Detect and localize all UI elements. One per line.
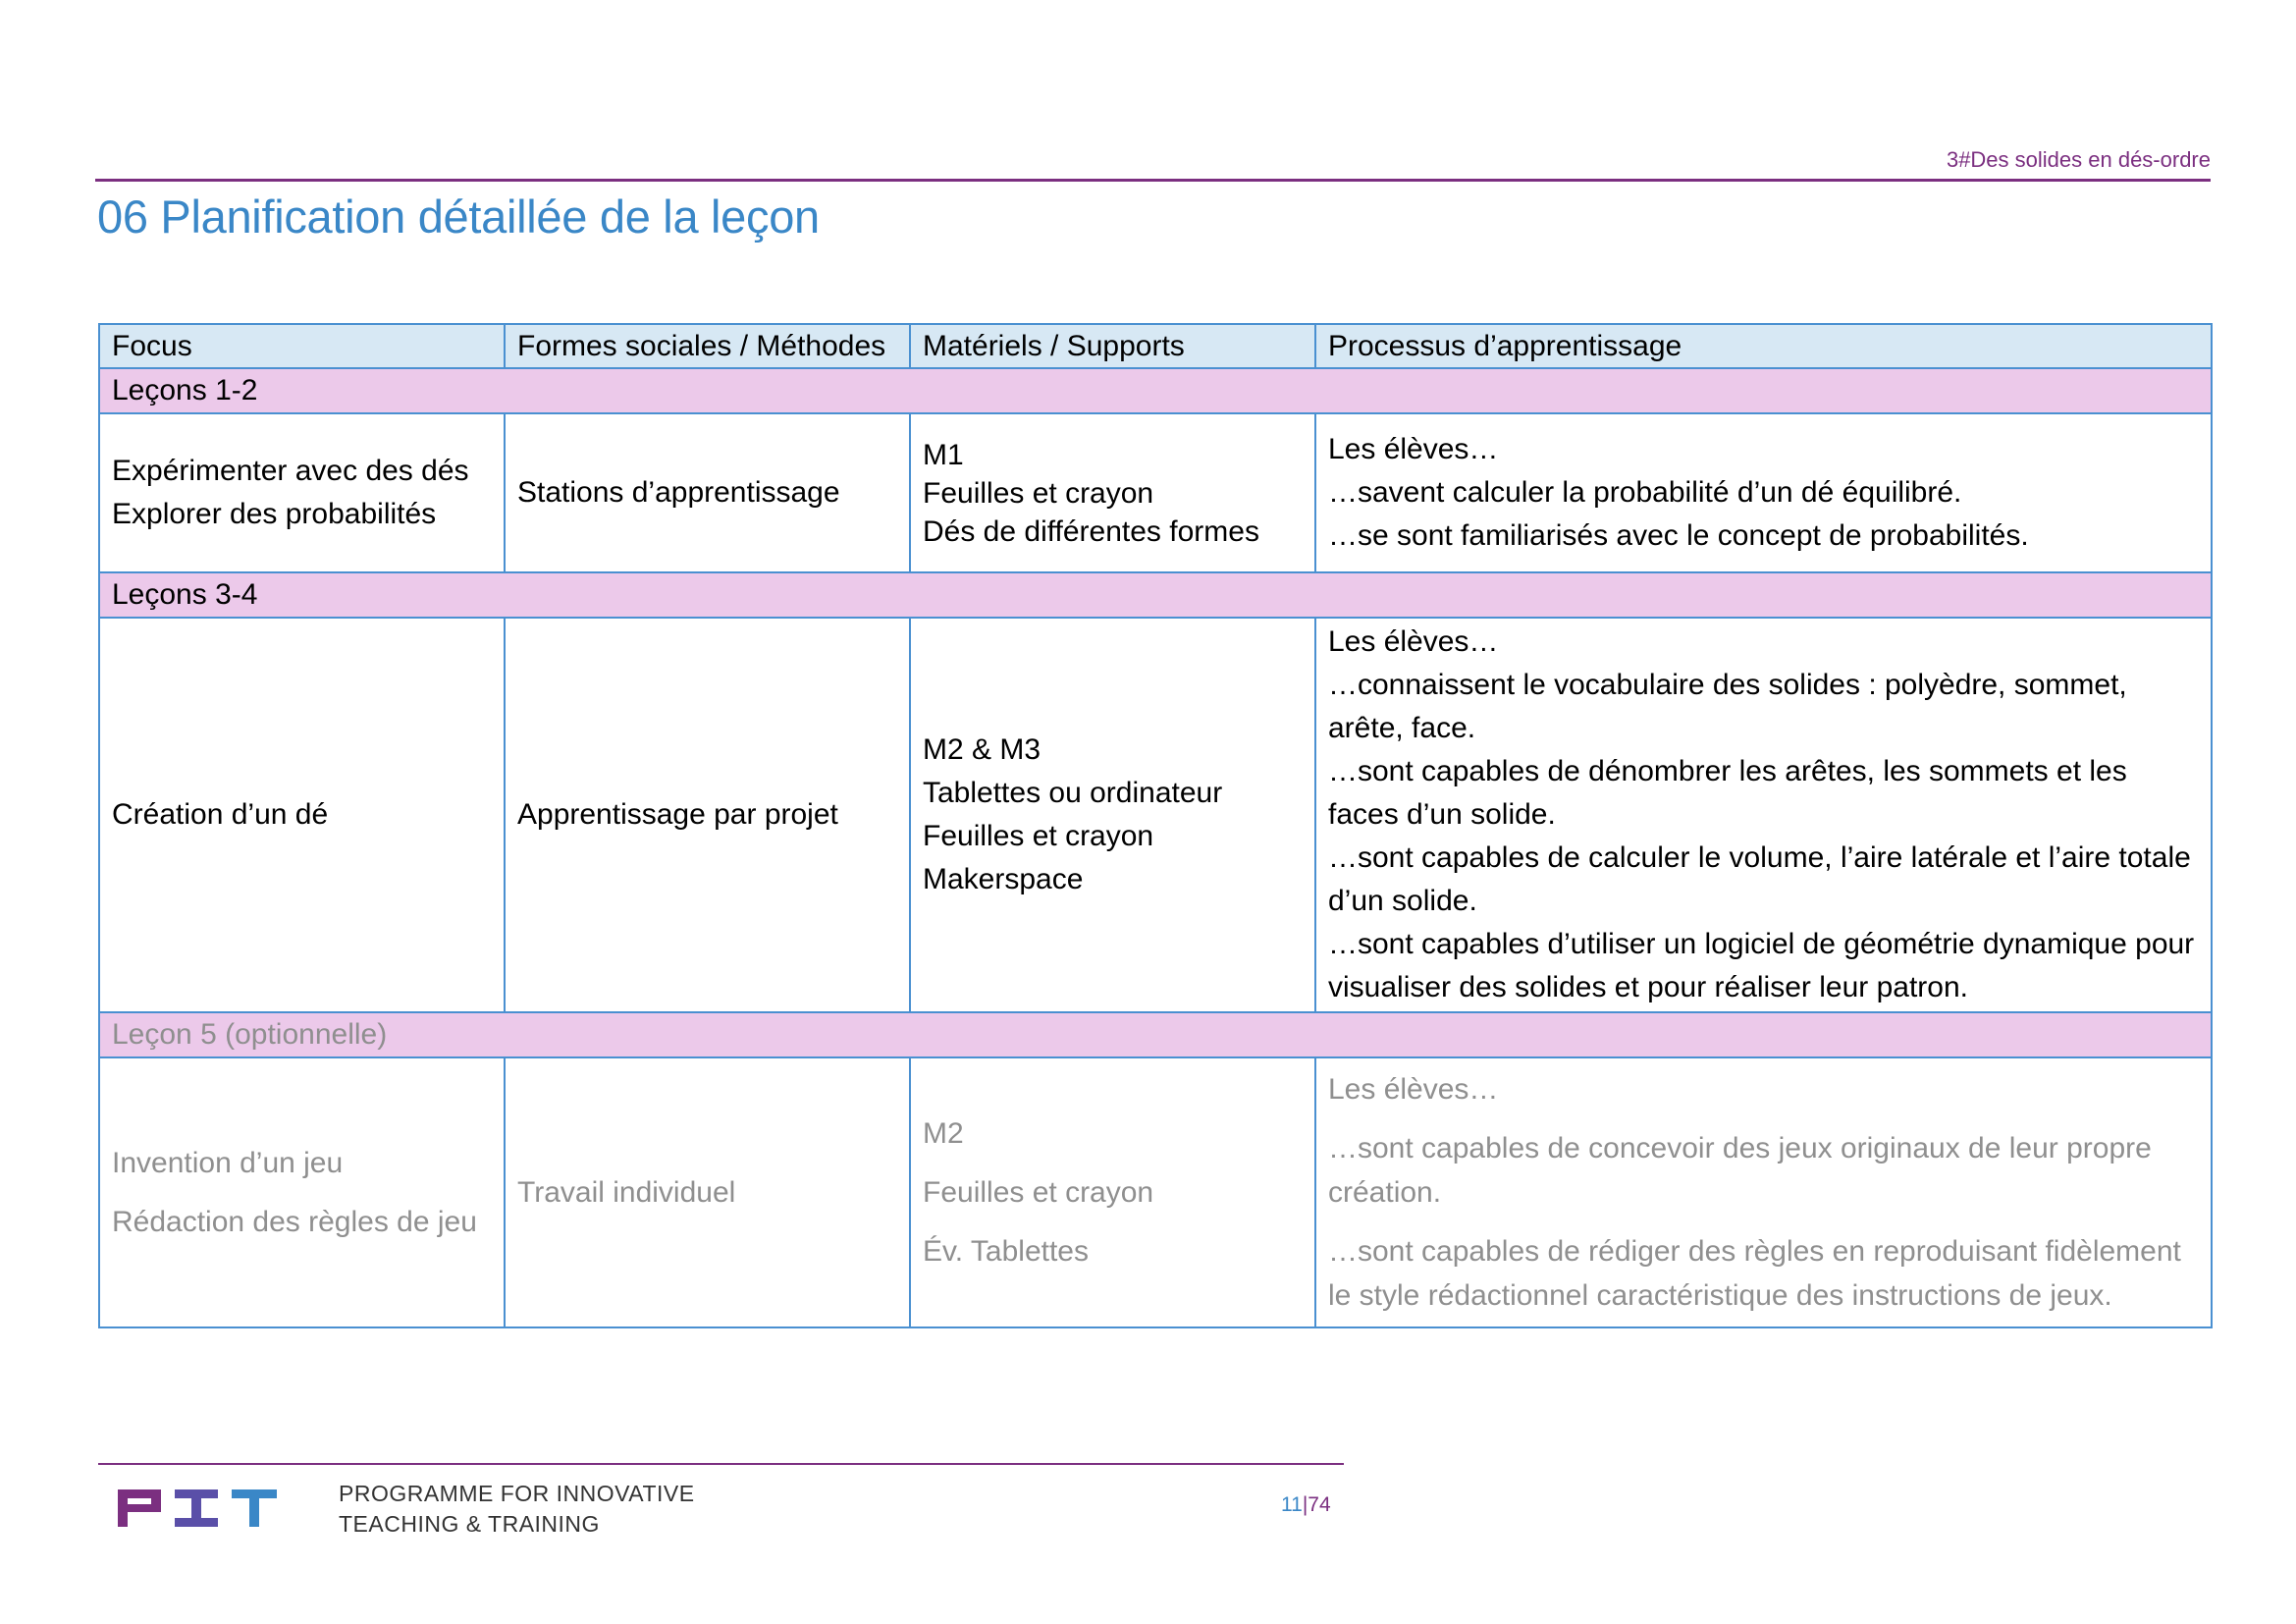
section-row xyxy=(99,368,2212,413)
program-line: PROGRAMME FOR INNOVATIVE xyxy=(339,1481,695,1506)
methods-cell: Stations d’apprentissage xyxy=(505,413,910,572)
process-item: Les élèves… xyxy=(1328,433,1499,465)
focus-item: Création d’un dé xyxy=(112,798,329,831)
process-item: …sont capables de rédiger des règles en reproduisant fidèlement le style rédactionnel caractéristique des instructions de jeux. xyxy=(1328,1235,2181,1312)
section-label: Leçon 5 (optionnelle) xyxy=(99,1012,2212,1057)
column-header-focus: Focus xyxy=(99,324,505,368)
focus-cell xyxy=(99,618,505,1012)
material-item: Tablettes ou ordinateur xyxy=(923,777,1223,809)
materials-cell xyxy=(910,413,1315,572)
process-item: …sont capables de calculer le volume, l’aire latérale et l’aire totale d’un solide. xyxy=(1328,841,2191,917)
page-current: 11 xyxy=(1281,1493,1303,1516)
footer-rule xyxy=(98,1463,1344,1465)
table-header-row xyxy=(99,324,2212,368)
material-item: Feuilles et crayon xyxy=(923,1176,1154,1209)
header-rule xyxy=(95,179,2211,182)
methods-cell: Apprentissage par projet xyxy=(505,618,910,1012)
lesson-plan-table xyxy=(98,323,2213,1328)
methods-cell: Travail individuel xyxy=(505,1057,910,1327)
material-item: Dés de différentes formes xyxy=(923,514,1259,548)
process-item: Les élèves… xyxy=(1328,625,1499,658)
pit-logo xyxy=(118,1489,277,1527)
material-item: M1 xyxy=(923,438,964,471)
running-head: 3#Des solides en dés-ordre xyxy=(1946,147,2211,172)
material-item: Feuilles et crayon xyxy=(923,820,1154,852)
materials-cell xyxy=(910,618,1315,1012)
section-label: Leçons 3-4 xyxy=(99,572,2212,618)
page-title: 06 Planification détaillée de la leçon xyxy=(97,190,820,243)
column-header-process: Processus d’apprentissage xyxy=(1315,324,2212,368)
material-item: Makerspace xyxy=(923,863,1084,895)
section-row xyxy=(99,572,2212,618)
page-separator: | xyxy=(1302,1493,1308,1516)
section-label: Leçons 1-2 xyxy=(99,368,2212,413)
focus-item: Invention d’un jeu xyxy=(112,1147,344,1179)
process-item: …se sont familiarisés avec le concept de probabilités. xyxy=(1328,519,2029,552)
process-cell xyxy=(1315,1057,2212,1327)
material-item: Év. Tablettes xyxy=(923,1235,1089,1268)
program-name xyxy=(339,1479,695,1540)
material-item: M2 xyxy=(923,1117,964,1150)
process-item: …savent calculer la probabilité d’un dé équilibré. xyxy=(1328,476,1962,509)
page-number xyxy=(1281,1493,1331,1517)
focus-item: Expérimenter avec des dés xyxy=(112,455,469,487)
focus-item: Rédaction des règles de jeu xyxy=(112,1206,477,1238)
table-row xyxy=(99,618,2212,1012)
section-row xyxy=(99,1012,2212,1057)
program-line: TEACHING & TRAINING xyxy=(339,1511,600,1537)
process-cell xyxy=(1315,413,2212,572)
process-item: …sont capables de dénombrer les arêtes, les sommets et les faces d’un solide. xyxy=(1328,755,2127,831)
process-item: …sont capables de concevoir des jeux originaux de leur propre création. xyxy=(1328,1132,2152,1209)
column-header-methods: Formes sociales / Méthodes xyxy=(505,324,910,368)
focus-item: Explorer des probabilités xyxy=(112,498,437,530)
process-cell xyxy=(1315,618,2212,1012)
table-row xyxy=(99,413,2212,572)
process-item: …connaissent le vocabulaire des solides : polyèdre, sommet, arête, face. xyxy=(1328,669,2127,744)
column-header-materials: Matériels / Supports xyxy=(910,324,1315,368)
page-total: 74 xyxy=(1308,1493,1331,1516)
process-item: Les élèves… xyxy=(1328,1073,1499,1106)
materials-cell xyxy=(910,1057,1315,1327)
material-item: Feuilles et crayon xyxy=(923,476,1154,510)
material-item: M2 & M3 xyxy=(923,733,1041,766)
table-row xyxy=(99,1057,2212,1327)
focus-cell xyxy=(99,1057,505,1327)
focus-cell xyxy=(99,413,505,572)
process-item: …sont capables d’utiliser un logiciel de géométrie dynamique pour visualiser des solides et pour réaliser leur patron. xyxy=(1328,928,2195,1003)
